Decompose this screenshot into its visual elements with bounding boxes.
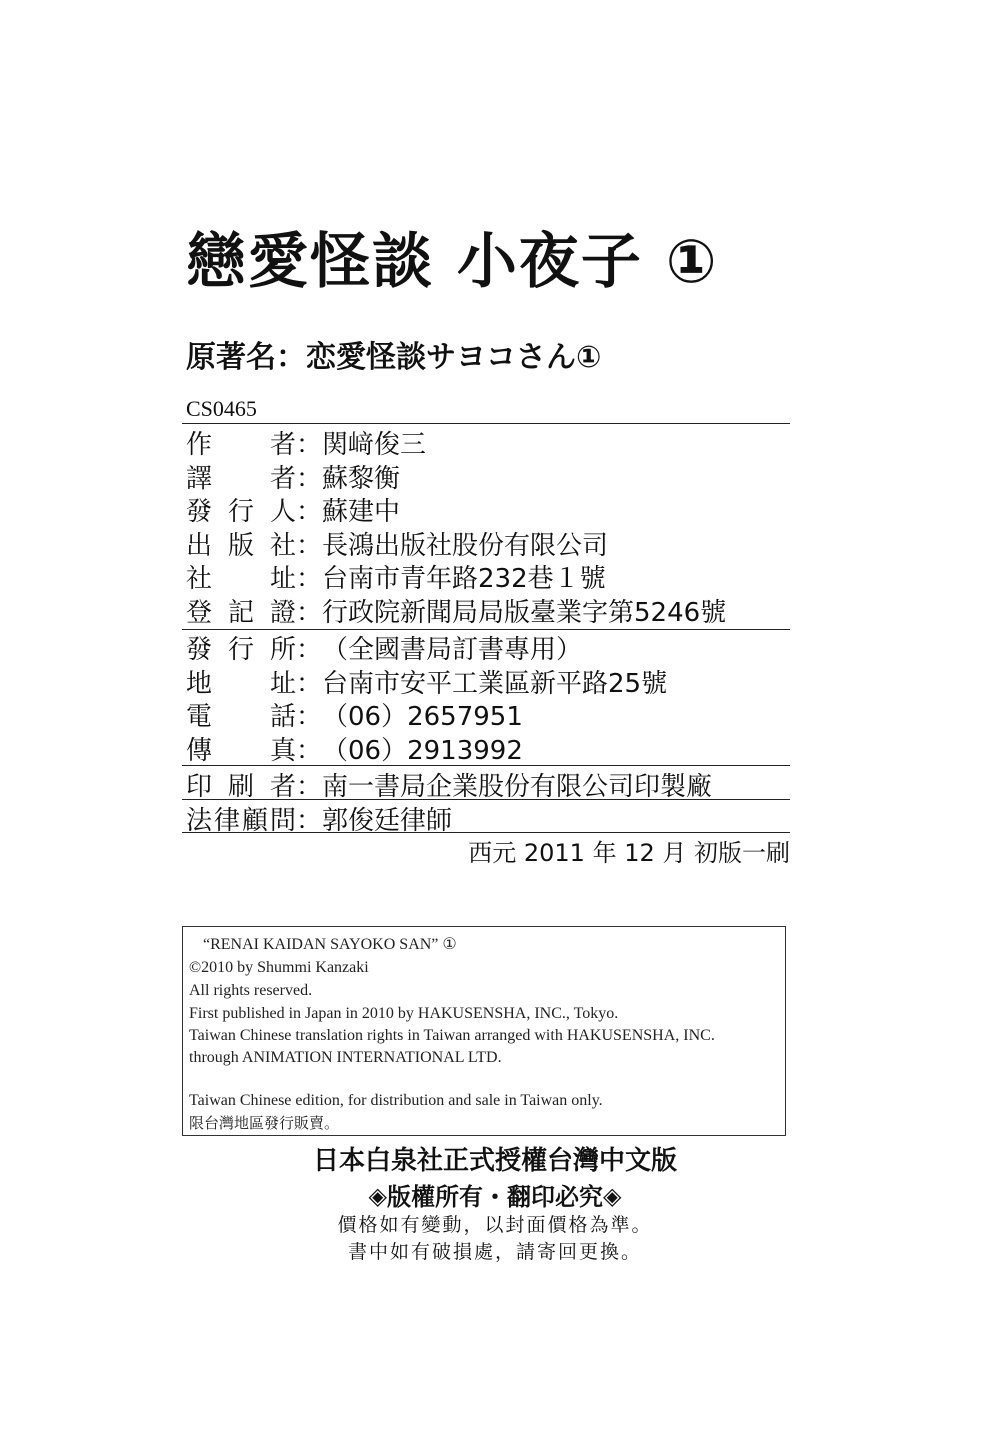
info-row: [186, 667, 667, 701]
info-colon: ：: [296, 497, 323, 527]
original-title: 原著名：恋愛怪談サヨコさん①: [186, 340, 602, 375]
divider: [182, 423, 790, 424]
damage-note: 書中如有破損處，請寄回更換。: [347, 1241, 642, 1263]
copyright-line: Taiwan Chinese edition, for distribution and sale in Taiwan only.: [189, 1092, 603, 1109]
info-colon: ：: [296, 806, 323, 836]
info-value: 長鴻出版社股份有限公司: [322, 531, 609, 561]
info-label: 電 話: [186, 702, 296, 732]
price-note: 價格如有變動，以封面價格為準。: [337, 1214, 653, 1236]
info-value: 行政院新聞局局版臺業字第5246號: [322, 598, 727, 628]
rights-text: 版權所有・翻印必究: [387, 1183, 603, 1211]
info-label: 出 版 社: [186, 531, 296, 561]
diamond-icon: ◈: [368, 1182, 387, 1210]
info-row: [186, 734, 523, 768]
info-colon: ：: [296, 669, 323, 699]
info-value: 郭俊廷律師: [322, 806, 453, 836]
info-value: （06）2657951: [322, 702, 523, 732]
info-label: 地 址: [186, 669, 296, 699]
info-row: [186, 529, 608, 563]
info-label: 發 行 所: [186, 635, 296, 665]
info-value: （06）2913992: [322, 736, 523, 766]
copyright-line: ©2010 by Shummi Kanzaki: [189, 959, 369, 976]
info-row: [186, 562, 606, 596]
info-colon: ：: [296, 430, 323, 460]
divider: [182, 765, 790, 766]
copyright-title: “RENAI KAIDAN SAYOKO SAN” ①: [203, 936, 457, 953]
authorized-notice: 日本白泉社正式授權台灣中文版: [312, 1146, 677, 1176]
divider: [182, 629, 790, 630]
info-value: 蘇建中: [322, 497, 401, 527]
info-row: [186, 495, 400, 529]
rights-notice: [0, 1184, 990, 1209]
info-label: 作 者: [186, 430, 296, 460]
info-label: 印 刷 者: [186, 772, 296, 802]
info-colon: ：: [296, 702, 323, 732]
info-colon: ：: [296, 564, 323, 594]
copyright-line: Taiwan Chinese translation rights in Taiwan arranged with HAKUSENSHA, INC.: [189, 1027, 715, 1044]
info-label: 登 記 證: [186, 598, 296, 628]
info-colon: ：: [296, 736, 323, 766]
info-value: 南一書局企業股份有限公司印製廠: [322, 772, 713, 802]
copyright-line: All rights reserved.: [189, 982, 313, 999]
info-row: [186, 462, 400, 496]
edition-date: 西元 2011 年 12 月 初版一刷: [468, 839, 790, 867]
info-row: [186, 596, 726, 630]
info-row: [186, 633, 582, 667]
info-value: 蘇黎衡: [322, 464, 401, 494]
info-value: 関﨑俊三: [322, 430, 427, 460]
info-colon: ：: [296, 464, 323, 494]
divider: [182, 799, 790, 800]
info-value: （全國書局訂書專用）: [322, 635, 583, 665]
info-label: 譯 者: [186, 464, 296, 494]
copyright-line: through ANIMATION INTERNATIONAL LTD.: [189, 1049, 502, 1066]
info-colon: ：: [296, 772, 323, 802]
info-value: 台南市安平工業區新平路25號: [322, 669, 668, 699]
info-row: [186, 428, 426, 462]
info-row: [186, 700, 523, 734]
info-label: 法 律 顧 問: [186, 806, 296, 836]
info-label: 傳 真: [186, 736, 296, 766]
info-colon: ：: [296, 531, 323, 561]
catalog-code: CS0465: [186, 396, 257, 421]
info-value: 台南市青年路232巷１號: [322, 564, 606, 594]
copyright-box: [182, 926, 786, 1136]
book-title: 戀愛怪談 小夜子 ①: [186, 227, 719, 297]
info-label: 發 行 人: [186, 497, 296, 527]
info-colon: ：: [296, 598, 323, 628]
info-label: 社 址: [186, 564, 296, 594]
divider: [182, 832, 790, 833]
copyright-line: First published in Japan in 2010 by HAKUSENSHA, INC., Tokyo.: [189, 1005, 619, 1022]
diamond-icon: ◈: [603, 1182, 622, 1210]
info-colon: ：: [296, 635, 323, 665]
copyright-line: 限台灣地區發行販賣。: [189, 1114, 340, 1132]
